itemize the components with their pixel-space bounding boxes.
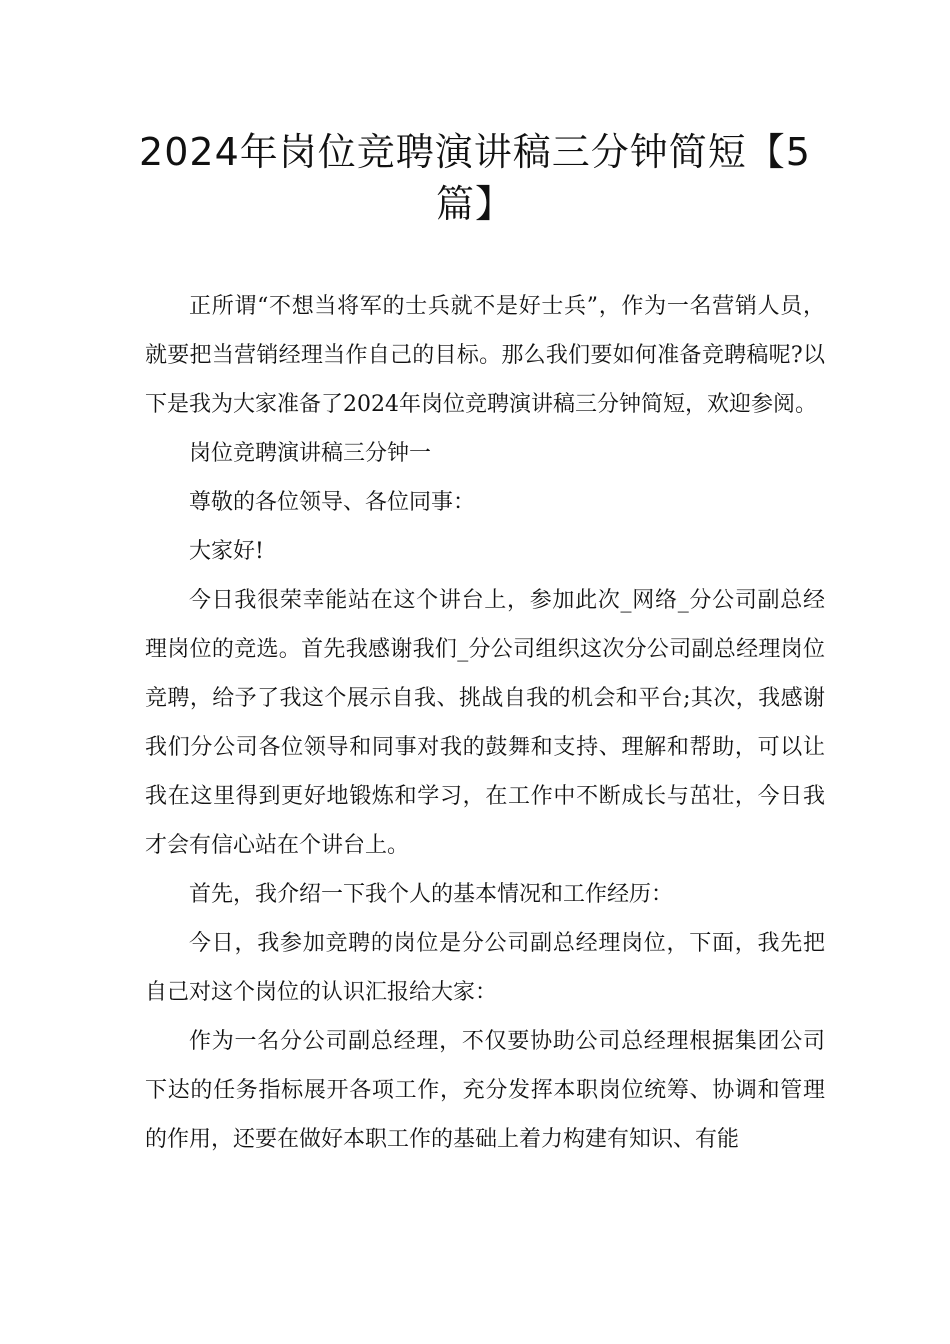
paragraph-salutation: 尊敬的各位领导、各位同事：	[189, 490, 476, 515]
paragraph-section-heading: 岗位竞聘演讲稿三分钟一	[189, 441, 432, 466]
paragraph-opening: 今日我很荣幸能站在这个讲台上，参加此次_网络_分公司副总经理岗位的竞选。首先我感谢我们_分公司组织这次分公司副总经理岗位竞聘，给予了我这个展示自我、挑战自我的机会和平台;其次，我感谢我们分公司各位领导和同事对我的鼓舞和支持、理解和帮助，可以让我在这里得到更好地锻炼和学习，在工作中不断成长与茁壮，今日我才会有信心站在个讲台上。	[145, 588, 825, 858]
document-title	[120, 126, 830, 230]
title-line-1: 2024年岗位竞聘演讲稿三分钟简短【5	[139, 130, 811, 174]
paragraph-position: 今日，我参加竞聘的岗位是分公司副总经理岗位，下面，我先把自己对这个岗位的认识汇报给大家：	[145, 931, 825, 1005]
title-line-2: 篇】	[435, 182, 514, 226]
paragraph-greeting: 大家好!	[189, 539, 264, 564]
document-body	[145, 282, 825, 1164]
paragraph-role-description: 作为一名分公司副总经理，不仅要协助公司总经理根据集团公司下达的任务指标展开各项工作，充分发挥本职岗位统筹、协调和管理的作用，还要在做好本职工作的基础上着力构建有知识、有能	[145, 1029, 825, 1152]
paragraph-intro: 正所谓“不想当将军的士兵就不是好士兵”，作为一名营销人员，就要把当营销经理当作自己的目标。那么我们要如何准备竞聘稿呢?以下是我为大家准备了2024年岗位竞聘演讲稿三分钟简短，欢迎参阅。	[145, 294, 825, 417]
paragraph-introduction: 首先，我介绍一下我个人的基本情况和工作经历：	[189, 882, 674, 907]
